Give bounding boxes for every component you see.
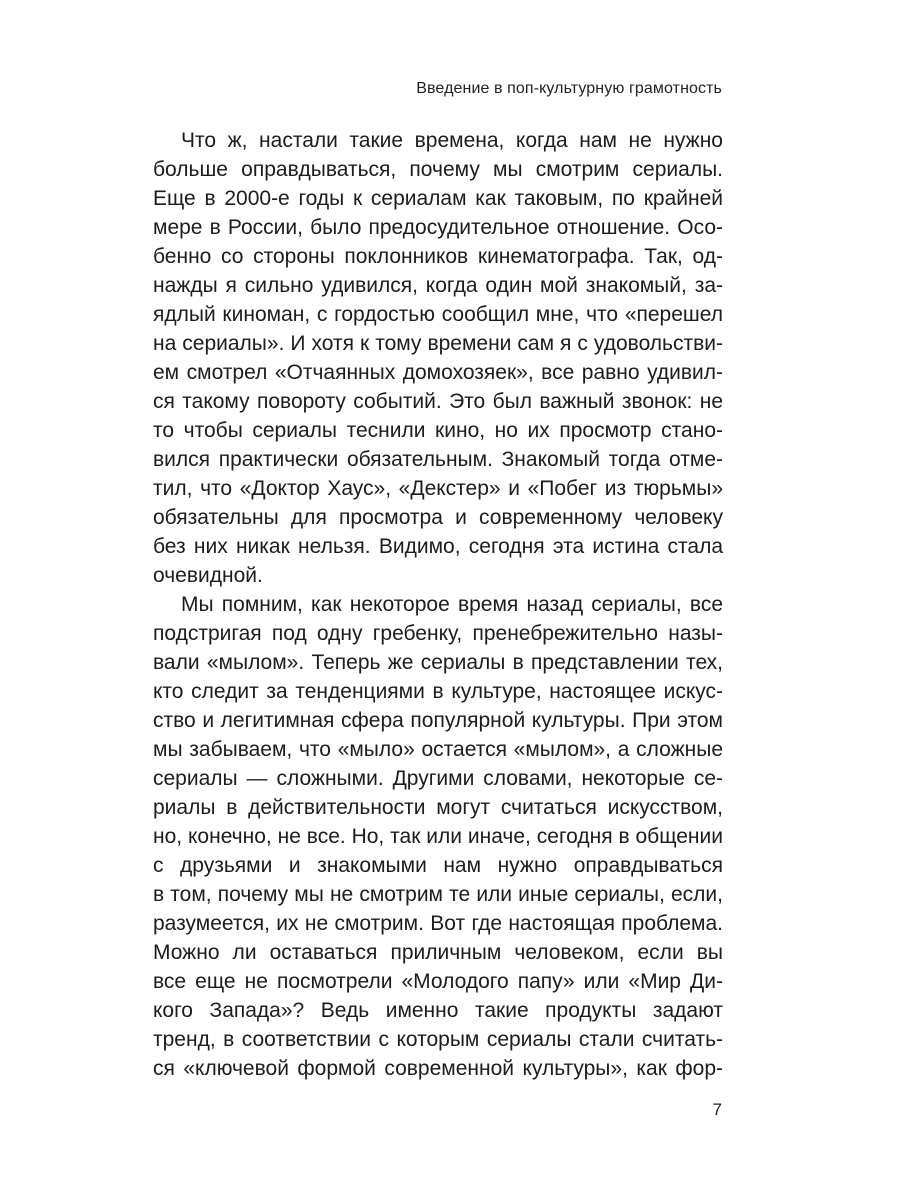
- text-line: ся такому повороту событий. Это был важный звонок: не: [153, 390, 723, 413]
- paragraph-1: [153, 126, 723, 590]
- text-line: тренд, в соответствии с которым сериалы стали считать-: [153, 1028, 723, 1051]
- text-line: кого Запада»? Ведь именно такие продукты задают: [153, 999, 723, 1022]
- text-line: ядлый киноман, с гордостью сообщил мне, что «перешел: [153, 303, 723, 326]
- text-line: подстригая под одну гребенку, пренебрежительно назы-: [153, 622, 723, 645]
- text-line: ство и легитимная сфера популярной культуры. При этом: [153, 709, 723, 732]
- paragraph-2: [153, 590, 723, 1083]
- text-line: но, конечно, не все. Но, так или иначе, сегодня в общении: [153, 825, 723, 848]
- text-line: на сериалы». И хотя к тому времени сам я с удовольстви-: [153, 332, 723, 355]
- text-line: с друзьями и знакомыми нам нужно оправдываться: [153, 854, 723, 877]
- text-line: то чтобы сериалы теснили кино, но их просмотр стано-: [153, 419, 723, 442]
- running-title: Введение в поп-культурную грамотность: [416, 80, 722, 97]
- text-line: нажды я сильно удивился, когда один мой знакомый, за-: [153, 274, 723, 297]
- text-line: в том, почему мы не смотрим те или иные сериалы, если,: [153, 883, 723, 906]
- text-line: мере в России, было предосудительное отношение. Осо-: [153, 216, 723, 239]
- body-text: [153, 126, 723, 1083]
- text-line: обязательны для просмотра и современному человеку: [153, 506, 723, 529]
- text-line: разумеется, их не смотрим. Вот где настоящая проблема.: [153, 912, 723, 935]
- page-number: 7: [712, 1100, 722, 1119]
- text-line: вали «мылом». Теперь же сериалы в представлении тех,: [153, 651, 723, 674]
- text-line: ся «ключевой формой современной культуры», как фор-: [153, 1057, 723, 1080]
- text-line: ем смотрел «Отчаянных домохозяек», все равно удивил-: [153, 361, 723, 384]
- text-line: мы забываем, что «мыло» остается «мылом», а сложные: [153, 738, 723, 761]
- text-line: без них никак нельзя. Видимо, сегодня эта истина стала: [153, 535, 723, 558]
- text-line: Что ж, настали такие времена, когда нам не нужно: [181, 129, 723, 152]
- text-line: Еще в 2000-е годы к сериалам как таковым, по крайней: [153, 187, 723, 210]
- text-line: Можно ли оставаться приличным человеком, если вы: [153, 941, 723, 964]
- text-line: сериалы — сложными. Другими словами, некоторые се-: [153, 767, 723, 790]
- text-line: больше оправдываться, почему мы смотрим сериалы.: [153, 158, 723, 181]
- text-line: кто следит за тенденциями в культуре, настоящее искус-: [153, 680, 723, 703]
- text-line: тил, что «Доктор Хаус», «Декстер» и «Побег из тюрьмы»: [153, 477, 723, 500]
- text-line: бенно со стороны поклонников кинематографа. Так, од-: [153, 245, 723, 268]
- text-line: очевидной.: [153, 564, 263, 587]
- text-line: Мы помним, как некоторое время назад сериалы, все: [181, 593, 723, 616]
- text-line: все еще не посмотрели «Молодого папу» или «Мир Ди-: [153, 970, 723, 993]
- text-line: риалы в действительности могут считаться искусством,: [153, 796, 723, 819]
- text-line: вился практически обязательным. Знакомый тогда отме-: [153, 448, 723, 471]
